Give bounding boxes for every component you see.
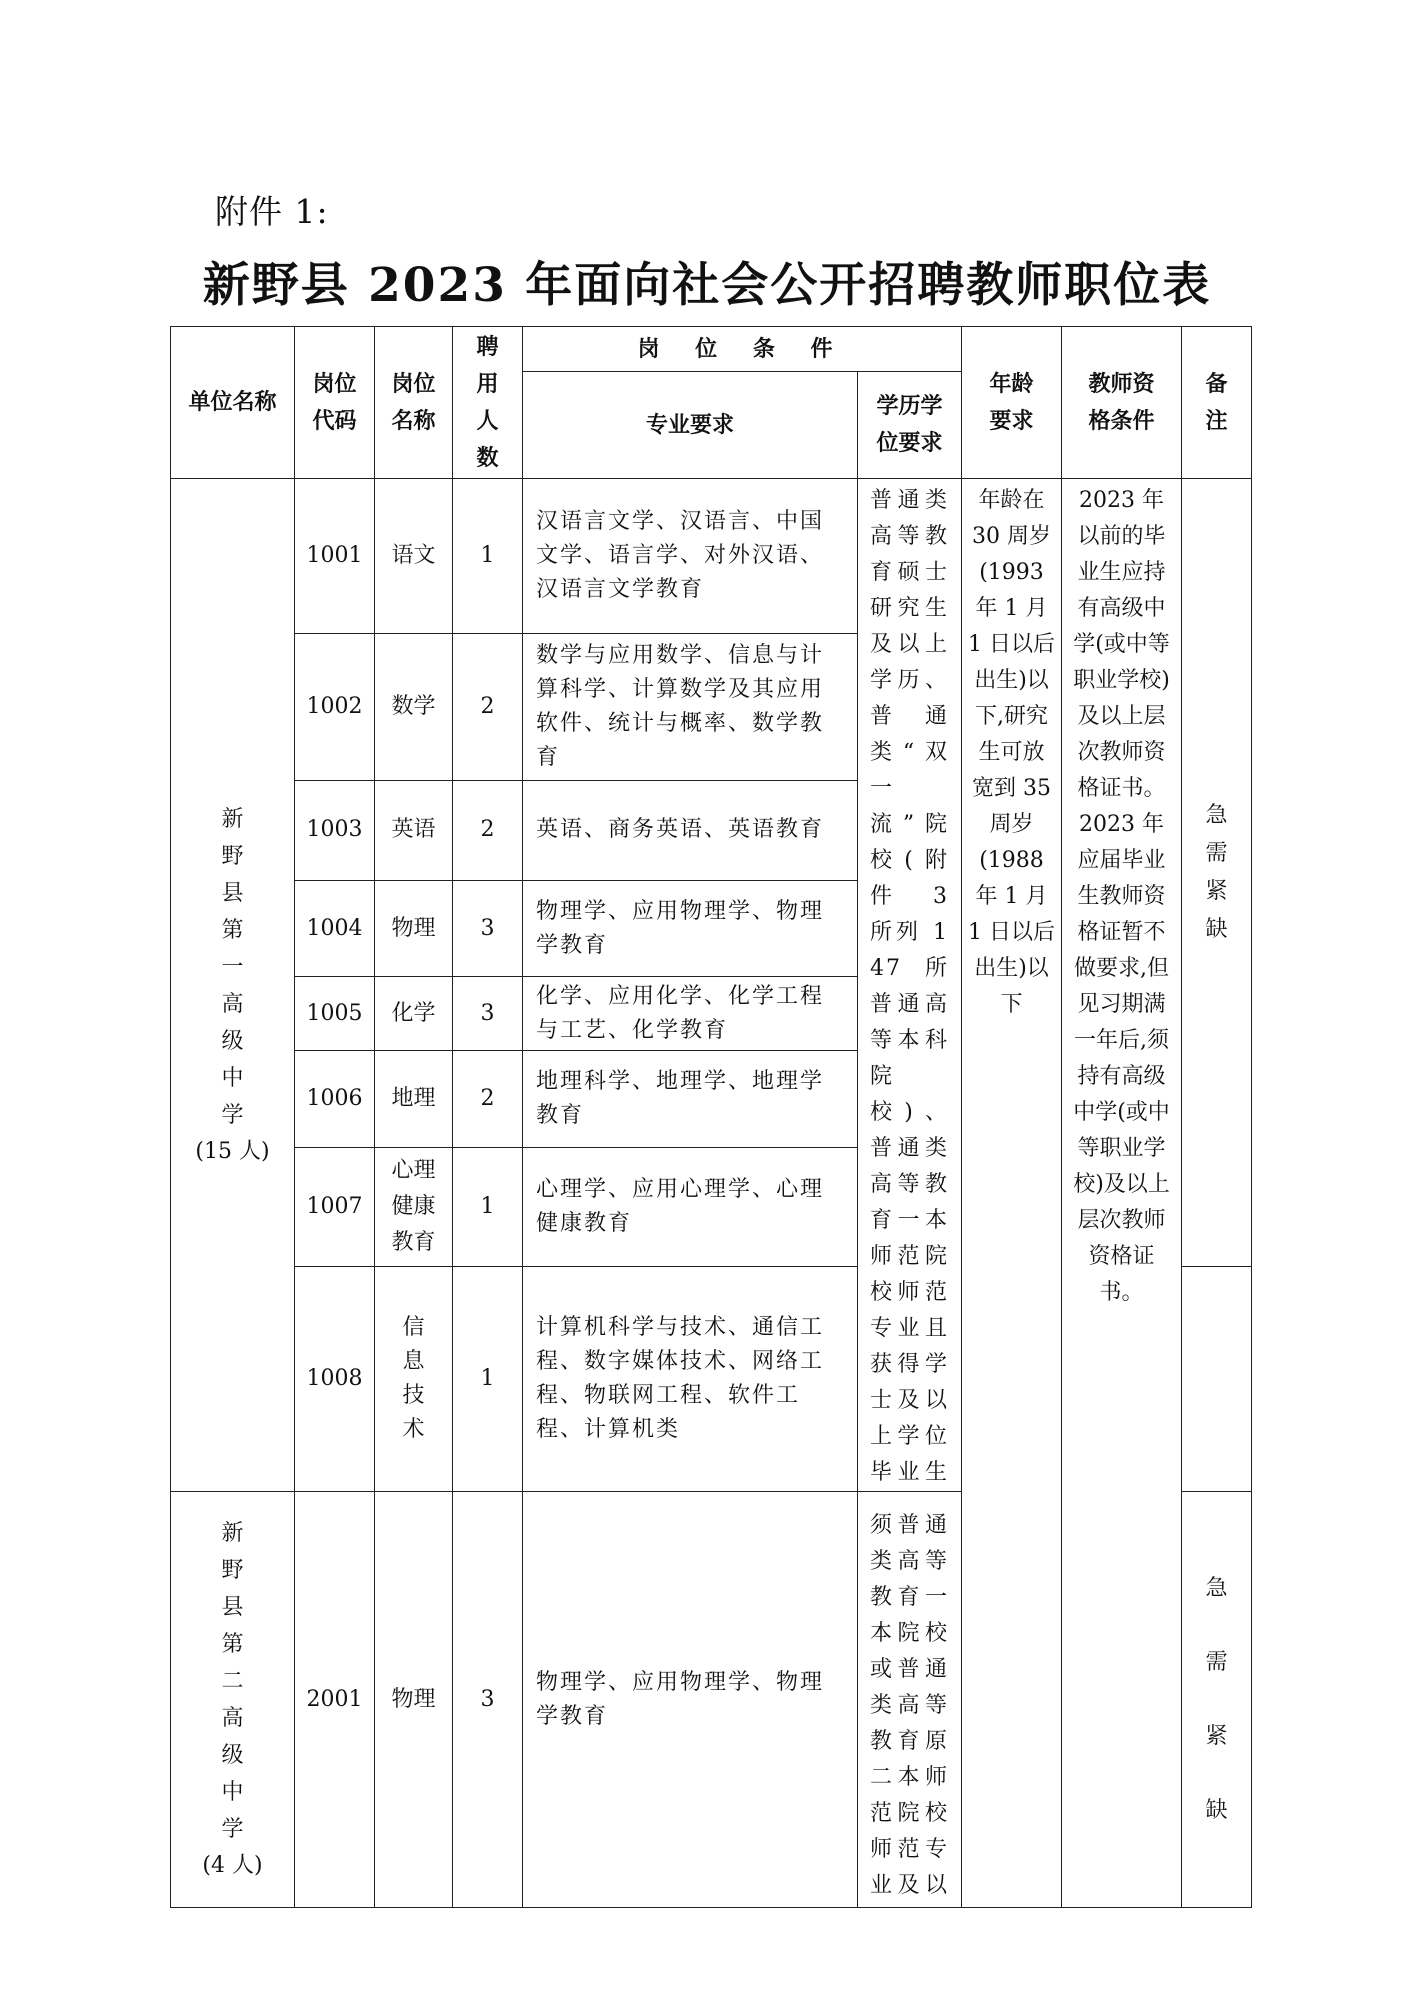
position-name: 化学 bbox=[375, 977, 453, 1051]
position-count: 2 bbox=[453, 634, 523, 781]
major-requirement: 物理学、应用物理学、物理学教育 bbox=[523, 1492, 858, 1908]
position-name: 英语 bbox=[375, 780, 453, 881]
major-requirement: 汉语言文学、汉语言、中国文学、语言学、对外汉语、汉语言文学教育 bbox=[523, 479, 858, 634]
page-title: 新野县 2023 年面向社会公开招聘教师职位表 bbox=[202, 258, 1212, 313]
unit-cell-2: 新野县第二高级中学 (4 人) bbox=[171, 1492, 295, 1908]
header-qualification: 教师资格条件 bbox=[1062, 327, 1182, 479]
position-count: 2 bbox=[453, 1051, 523, 1147]
position-code: 2001 bbox=[295, 1492, 375, 1908]
header-conditions: 岗 位 条 件 bbox=[523, 327, 962, 372]
header-age: 年龄要求 bbox=[962, 327, 1062, 479]
position-name: 物理 bbox=[375, 1492, 453, 1908]
position-count: 3 bbox=[453, 977, 523, 1051]
position-code: 1007 bbox=[295, 1147, 375, 1267]
position-count: 3 bbox=[453, 881, 523, 977]
header-unit: 单位名称 bbox=[171, 327, 295, 479]
major-requirement: 数学与应用数学、信息与计算科学、计算数学及其应用软件、统计与概率、数学教育 bbox=[523, 634, 858, 781]
major-requirement: 英语、商务英语、英语教育 bbox=[523, 780, 858, 881]
major-requirement: 计算机科学与技术、通信工程、数字媒体技术、网络工程、物联网工程、软件工程、计算机类 bbox=[523, 1267, 858, 1492]
positions-table bbox=[170, 326, 1252, 1908]
remark-empty bbox=[1182, 1267, 1252, 1492]
position-count: 1 bbox=[453, 1267, 523, 1492]
header-code: 岗位代码 bbox=[295, 327, 375, 479]
header-name: 岗位名称 bbox=[375, 327, 453, 479]
degree-requirement-2: 须普通类高等教育一本院校或普通类高等教育原二本师范院校师范专业及以 bbox=[858, 1492, 962, 1908]
position-name: 地理 bbox=[375, 1051, 453, 1147]
position-name: 数学 bbox=[375, 634, 453, 781]
header-remark: 备注 bbox=[1182, 327, 1252, 479]
position-name: 信息技术 bbox=[375, 1267, 453, 1492]
header-major: 专业要求 bbox=[523, 372, 858, 479]
position-code: 1004 bbox=[295, 881, 375, 977]
header-count: 聘用人数 bbox=[453, 327, 523, 479]
position-count: 1 bbox=[453, 479, 523, 634]
header-degree: 学历学位要求 bbox=[858, 372, 962, 479]
position-code: 1002 bbox=[295, 634, 375, 781]
position-code: 1001 bbox=[295, 479, 375, 634]
position-code: 1005 bbox=[295, 977, 375, 1051]
position-count: 2 bbox=[453, 780, 523, 881]
position-code: 1003 bbox=[295, 780, 375, 881]
remark-2: 急需紧缺 bbox=[1182, 1492, 1252, 1908]
age-requirement: 年龄在 30 周岁(1993 年 1 月 1 日以后出生)以下,研究生可放宽到 35 周岁(1988 年 1 月 1 日以后出生)以下 bbox=[962, 479, 1062, 1908]
remark-1: 急需紧缺 bbox=[1182, 479, 1252, 1267]
attachment-label: 附件 1: bbox=[215, 192, 329, 231]
unit-cell-1: 新野县第一高级中学 (15 人) bbox=[171, 479, 295, 1492]
position-count: 1 bbox=[453, 1147, 523, 1267]
major-requirement: 物理学、应用物理学、物理学教育 bbox=[523, 881, 858, 977]
position-code: 1006 bbox=[295, 1051, 375, 1147]
major-requirement: 化学、应用化学、化学工程与工艺、化学教育 bbox=[523, 977, 858, 1051]
table-row bbox=[171, 479, 1252, 634]
position-name: 物理 bbox=[375, 881, 453, 977]
position-name: 语文 bbox=[375, 479, 453, 634]
degree-requirement-1: 普通类高等教育硕士研究生及以上学历、普通类“双一流”院校(附件 3 所列 147 所普通高等本科院校)、普通类高等教育一本师范院校师范专业且获得学士及以上学位毕业生 bbox=[858, 479, 962, 1492]
major-requirement: 地理科学、地理学、地理学教育 bbox=[523, 1051, 858, 1147]
position-code: 1008 bbox=[295, 1267, 375, 1492]
position-name: 心理健康教育 bbox=[375, 1147, 453, 1267]
qualification-requirement: 2023 年以前的毕业生应持有高级中学(或中等职业学校)及以上层次教师资格证书。2023 年应届毕业生教师资格证暂不做要求,但见习期满一年后,须持有高级中学(或中等职业学校)及以上层次教师资格证书。 bbox=[1062, 479, 1182, 1908]
major-requirement: 心理学、应用心理学、心理健康教育 bbox=[523, 1147, 858, 1267]
position-count: 3 bbox=[453, 1492, 523, 1908]
